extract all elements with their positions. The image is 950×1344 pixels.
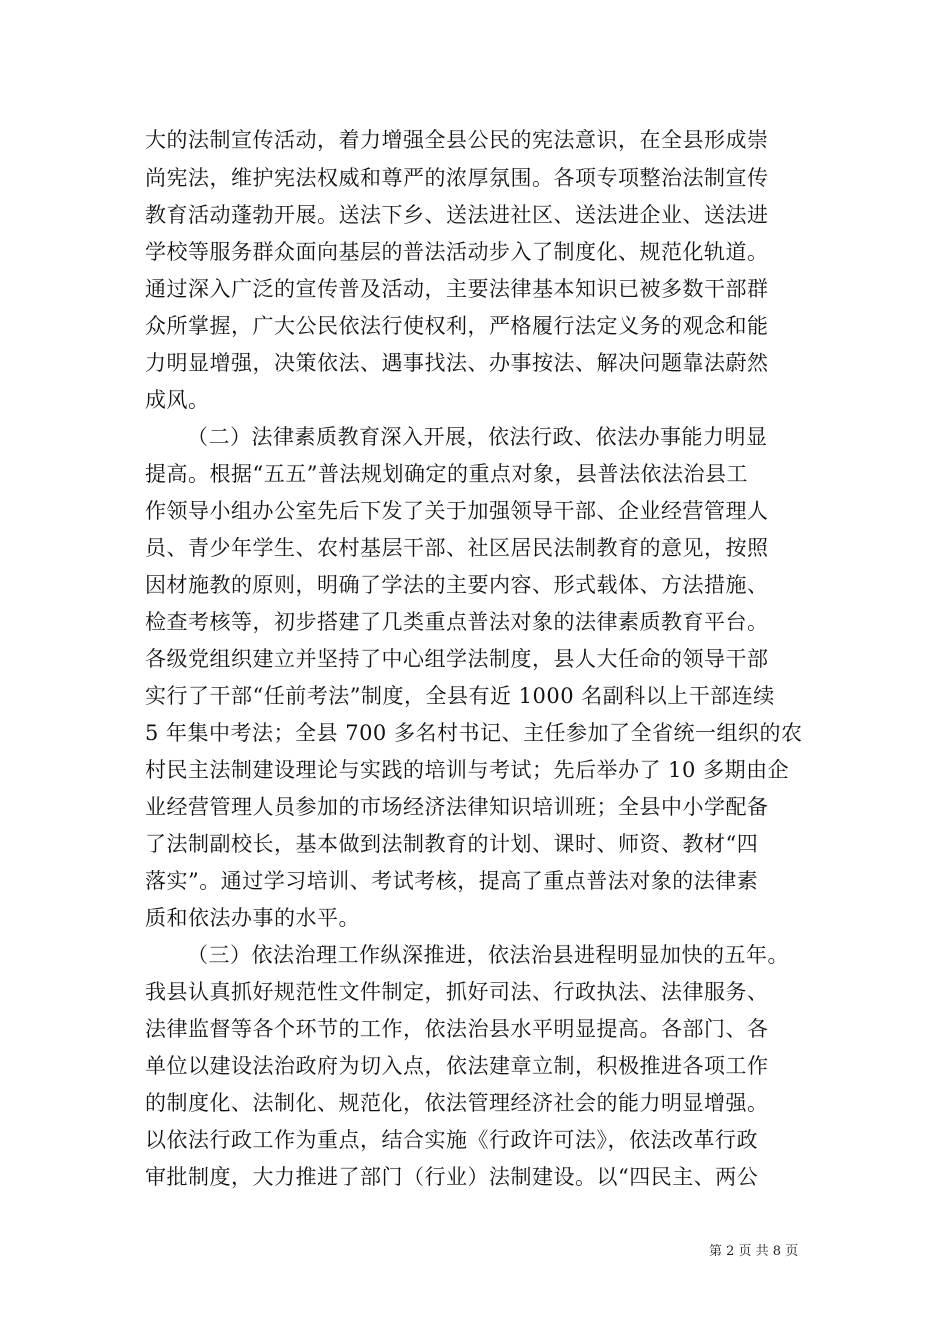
text-line: 提高。根据“五五”普法规划确定的重点对象，县普法依法治县工 — [145, 462, 748, 486]
text-line: 的制度化、法制化、规范化，依法管理经济社会的能力明显增强。 — [145, 1091, 769, 1115]
text-line: 因材施教的原则，明确了学法的主要内容、形式载体、方法措施、 — [145, 573, 769, 597]
text-line: 法律监督等各个环节的工作，依法治县水平明显提高。各部门、各 — [145, 1017, 769, 1041]
text-line: 员、青少年学生、农村基层干部、社区居民法制教育的意见，按照 — [145, 536, 769, 560]
text-line: 众所掌握，广大公民依法行使权利，严格履行法定义务的观念和能 — [145, 314, 769, 338]
text-line: 通过深入广泛的宣传普及活动，主要法律基本知识已被多数干部群 — [145, 277, 769, 301]
text-line: 力明显增强，决策依法、遇事找法、办事按法、解决问题靠法蔚然 — [145, 351, 769, 375]
text-line: 以依法行政工作为重点，结合实施《行政许可法》，依法改革行政 — [145, 1128, 758, 1152]
text-line: 5 年集中考法；全县 700 多名村书记、主任参加了全省统一组织的农 — [145, 721, 803, 745]
text-line: 各级党组织建立并坚持了中心组学法制度，县人大任命的领导干部 — [145, 647, 769, 671]
text-line: 成风。 — [145, 388, 210, 412]
text-line: 了法制副校长，基本做到法制教育的计划、课时、师资、教材“四 — [145, 832, 759, 856]
text-line: 尚宪法，维护宪法权威和尊严的浓厚氛围。各项专项整治法制宣传 — [145, 166, 769, 190]
text-line: 单位以建设法治政府为切入点，依法建章立制，积极推进各项工作 — [145, 1054, 769, 1078]
text-line: 我县认真抓好规范性文件制定，抓好司法、行政执法、法律服务、 — [145, 980, 769, 1004]
text-line: 检查考核等，初步搭建了几类重点普法对象的法律素质教育平台。 — [145, 610, 769, 634]
text-line: 大的法制宣传活动，着力增强全县公民的宪法意识，在全县形成崇 — [145, 128, 769, 152]
text-line: 实行了干部“任前考法”制度，全县有近 1000 名副科以上干部连续 — [145, 684, 775, 708]
paragraph-heading: （三）依法治理工作纵深推进，依法治县进程明显加快的五年。 — [187, 943, 789, 967]
text-line: 质和依法办事的水平。 — [145, 906, 360, 930]
text-line: 落实”。通过学习培训、考试考核，提高了重点普法对象的法律素 — [145, 869, 759, 893]
page-footer: 第 2 页 共 8 页 — [709, 1244, 799, 1259]
text-line: 审批制度，大力推进了部门（行业）法制建设。以“四民主、两公 — [145, 1165, 759, 1189]
paragraph-heading: （二）法律素质教育深入开展，依法行政、依法办事能力明显 — [187, 425, 768, 449]
text-line: 教育活动蓬勃开展。送法下乡、送法进社区、送法进企业、送法进 — [145, 203, 769, 227]
text-line: 村民主法制建设理论与实践的培训与考试；先后举办了 10 多期由企 — [145, 758, 790, 782]
text-line: 作领导小组办公室先后下发了关于加强领导干部、企业经营管理人 — [145, 499, 769, 523]
text-line: 学校等服务群众面向基层的普法活动步入了制度化、规范化轨道。 — [145, 240, 769, 264]
text-line: 业经营管理人员参加的市场经济法律知识培训班；全县中小学配备 — [145, 795, 769, 819]
